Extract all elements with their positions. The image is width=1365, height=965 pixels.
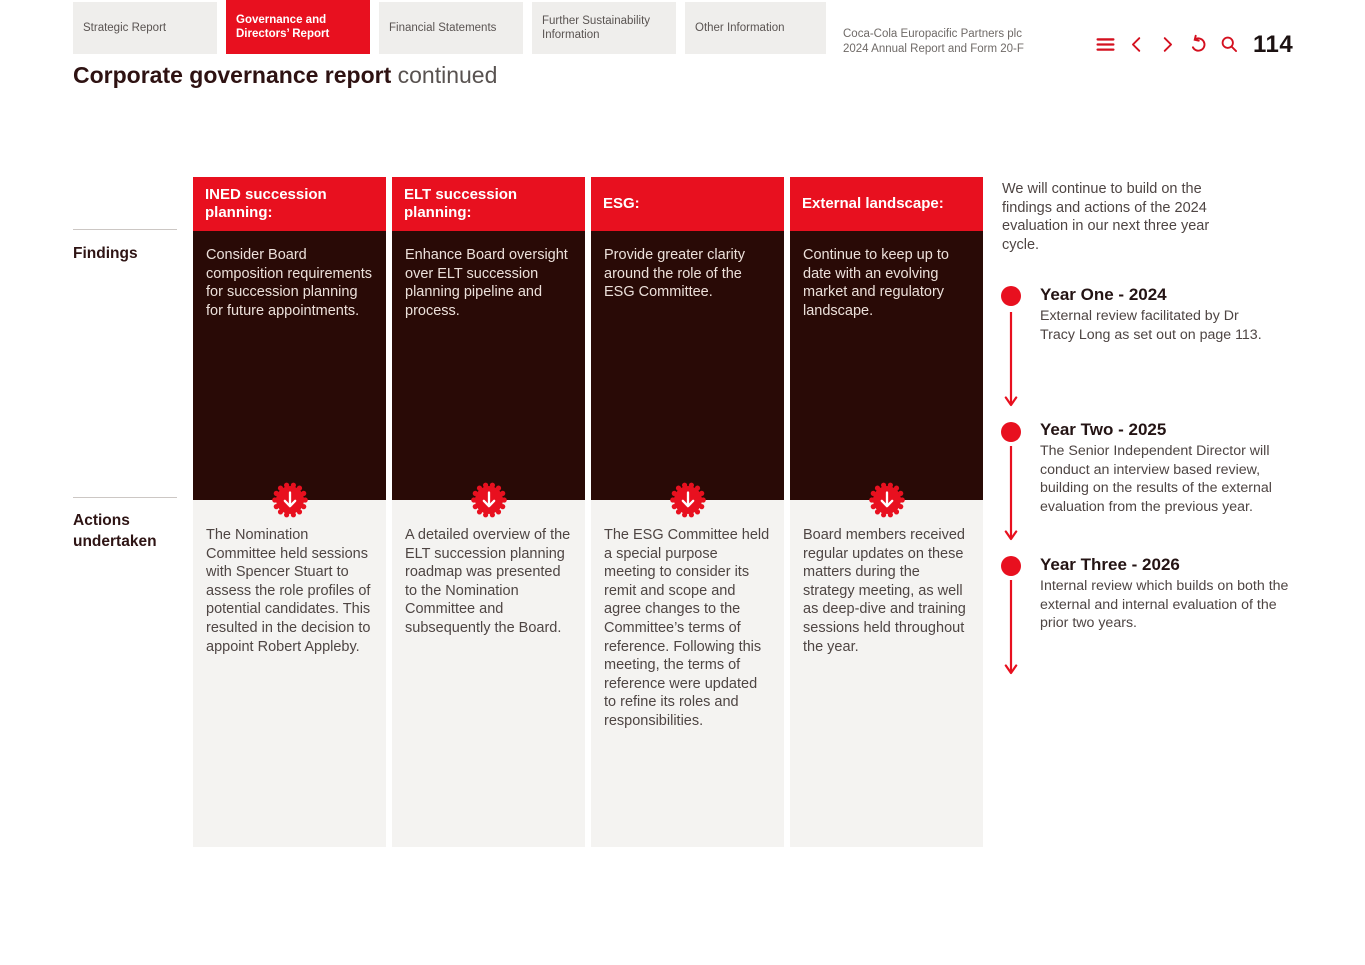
column-header-elt [392, 177, 585, 231]
undo-button[interactable] [1187, 33, 1209, 55]
tab-label: Strategic Report [83, 22, 167, 34]
finding-ined: Consider Board composition requirements for succession planning for future appointments. [193, 231, 386, 500]
finding-external: Continue to keep up to date with an evolving market and regulatory landscape. [790, 231, 983, 500]
divider [73, 229, 177, 230]
action-esg: The ESG Committee held a special purpose meeting to consider its remit and scope and agree changes to the Committee’s terms of reference. Following this meeting, the terms of reference were updated to refine its roles and responsibilities. [591, 500, 784, 847]
search-icon [1219, 34, 1239, 54]
menu-button[interactable] [1094, 33, 1116, 55]
report-identifier [843, 27, 1024, 57]
report-name: 2024 Annual Report and Form 20-F [843, 43, 1024, 55]
row-label-findings: Findings [73, 245, 138, 262]
tab-other-information[interactable] [685, 2, 826, 54]
next-page-button[interactable] [1156, 33, 1178, 55]
action-external: Board members received regular updates on these matters during the strategy meeting, as well as deep-dive and training sessions held throughout the year. [790, 500, 983, 847]
timeline-heading-year-two: Year Two - 2025 [1040, 420, 1167, 439]
column-header-esg [591, 177, 784, 231]
tab-strategic-report[interactable] [73, 2, 217, 54]
viewer-toolbar [1094, 33, 1240, 55]
timeline-body-year-two: The Senior Independent Director will conduct an interview based review, building on the results of the external evaluation from the previous year. [1040, 443, 1272, 515]
page-title [73, 62, 497, 89]
timeline-dot [1001, 286, 1021, 306]
chevron-left-icon [1127, 35, 1146, 54]
timeline-body-year-one: External review facilitated by Dr Tracy Long as set out on page 113. [1040, 308, 1262, 343]
down-arrow-badge-icon [867, 480, 907, 520]
menu-icon [1095, 34, 1116, 55]
column-header-label: INED succession planning: [205, 186, 327, 221]
timeline-dot [1001, 422, 1021, 442]
column-header-label: External landscape: [802, 195, 944, 212]
action-elt: A detailed overview of the ELT succession planning roadmap was presented to the Nomination Committee and subsequently the Board. [392, 500, 585, 847]
column-header-label: ELT succession planning: [404, 186, 518, 221]
action-ined: The Nomination Committee held sessions with Spencer Stuart to assess the role profiles of potential candidates. This resulted in the decision to appoint Robert Appleby. [193, 500, 386, 847]
tab-label: Governance and Directors’ Report [236, 14, 330, 40]
page-title-main: Corporate governance report [73, 62, 392, 88]
column-header-ined [193, 177, 386, 231]
tab-further-sustainability-information[interactable] [532, 2, 676, 54]
previous-page-button[interactable] [1125, 33, 1147, 55]
tab-financial-statements[interactable] [379, 2, 523, 54]
down-arrow-badge-icon [668, 480, 708, 520]
down-arrow-badge-icon [270, 480, 310, 520]
down-arrow-badge-icon [469, 480, 509, 520]
tab-label: Further Sustainability Information [542, 15, 651, 41]
timeline-down-arrow-icon [1003, 312, 1019, 408]
tab-label: Other Information [695, 22, 785, 34]
column-header-external [790, 177, 983, 231]
timeline-down-arrow-icon [1003, 580, 1019, 676]
tab-label: Financial Statements [389, 22, 497, 34]
finding-elt: Enhance Board oversight over ELT succession planning pipeline and process. [392, 231, 585, 500]
undo-icon [1188, 34, 1209, 55]
timeline-body-year-three: Internal review which builds on both the external and internal evaluation of the prior two years. [1040, 578, 1289, 632]
timeline-heading-year-three: Year Three - 2026 [1040, 555, 1180, 574]
divider [73, 497, 177, 498]
chevron-right-icon [1158, 35, 1177, 54]
company-name: Coca-Cola Europacific Partners plc [843, 28, 1022, 40]
timeline-dot [1001, 556, 1021, 576]
column-header-label: ESG: [603, 195, 640, 212]
finding-esg: Provide greater clarity around the role of the ESG Committee. [591, 231, 784, 500]
page-title-suffix: continued [397, 62, 498, 88]
row-label-actions: Actions undertaken [73, 512, 157, 550]
search-button[interactable] [1218, 33, 1240, 55]
timeline-heading-year-one: Year One - 2024 [1040, 285, 1167, 304]
page-number: 114 [1253, 31, 1294, 58]
tab-governance-directors-report[interactable] [226, 0, 370, 54]
timeline-down-arrow-icon [1003, 446, 1019, 542]
timeline-intro: We will continue to build on the findings and actions of the 2024 evaluation in our next three year cycle. [1002, 181, 1210, 253]
